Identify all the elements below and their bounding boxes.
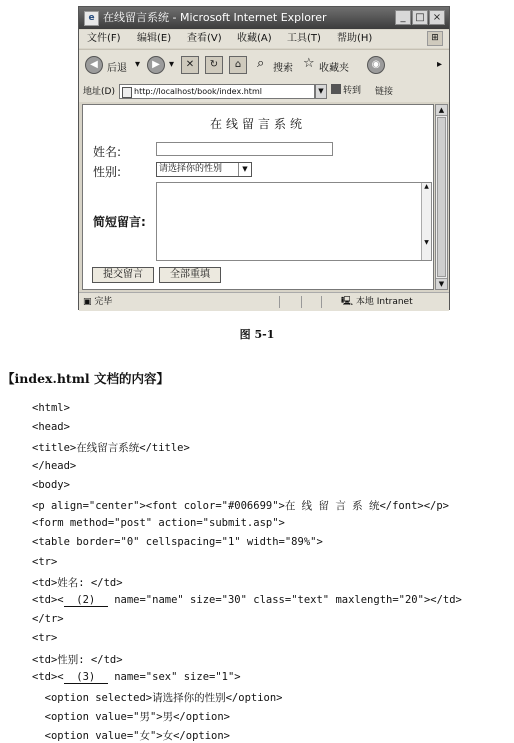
page-scrollbar[interactable] <box>435 104 448 290</box>
code-line: <tr> <box>32 555 58 568</box>
message-textarea[interactable] <box>156 182 432 261</box>
back-arrow-icon[interactable]: ◀ <box>85 56 103 74</box>
name-input[interactable] <box>156 142 333 156</box>
status-done: ▣ 完毕 <box>83 297 113 307</box>
code-line: <table border="0" cellspacing="1" width="89%"> <box>32 536 323 549</box>
maximize-button[interactable]: □ <box>412 10 428 25</box>
window-title: 在线留言系统 - Microsoft Internet Explorer <box>103 11 327 24</box>
menu-view[interactable]: 查看(V) <box>187 33 222 44</box>
page-heading: 在线留言系统 <box>209 117 306 131</box>
windows-logo-icon: ⊞ <box>427 31 443 46</box>
code-line: <head> <box>32 421 70 434</box>
code-line: <td>性别: </td> <box>32 653 123 666</box>
sex-selected-value: 请选择你的性别 <box>159 164 223 174</box>
address-url: http://localhost/book/index.html <box>134 87 262 96</box>
media-icon[interactable]: ◉ <box>367 56 385 74</box>
address-dropdown-icon[interactable]: ▼ <box>315 84 327 99</box>
menu-favorites[interactable]: 收藏(A) <box>237 33 272 44</box>
toolbar <box>79 49 449 83</box>
refresh-icon[interactable]: ↻ <box>205 56 223 74</box>
page-content <box>82 104 434 290</box>
submit-button[interactable]: 提交留言 <box>92 267 154 283</box>
ie-page-icon: e <box>84 11 99 26</box>
go-button[interactable] <box>331 84 369 99</box>
status-bar <box>79 292 449 311</box>
status-divider <box>321 296 322 308</box>
scroll-down-icon[interactable]: ▼ <box>436 278 447 289</box>
favorites-star-icon[interactable]: ☆ <box>303 56 315 71</box>
home-icon[interactable]: ⌂ <box>229 56 247 74</box>
go-label: 转到 <box>343 86 362 96</box>
code-line: <title>在线留言系统</title> <box>32 442 190 455</box>
message-label: 简短留言: <box>93 215 146 229</box>
chevron-down-icon[interactable]: ▼ <box>238 163 251 176</box>
minimize-button[interactable]: _ <box>395 10 411 25</box>
menu-file[interactable]: 文件(F) <box>87 33 121 44</box>
forward-arrow-icon[interactable]: ▶ <box>147 56 165 74</box>
toolbar-overflow-icon[interactable]: ▸ <box>437 59 443 70</box>
name-label: 姓名: <box>93 145 122 159</box>
code-line: <p align="center"><font color="#006699">在 线 留 言 系 统</font></p> <box>32 500 450 512</box>
favorites-button-label[interactable]: 收藏夹 <box>319 63 349 74</box>
title-bar[interactable] <box>79 7 449 29</box>
go-arrow-icon <box>331 84 341 94</box>
menu-bar <box>79 30 449 48</box>
status-zone: 🖳 本地 Intranet <box>341 297 413 307</box>
code-line: <td>< (3) name="sex" size="1"> <box>32 670 241 683</box>
code-line: <td>姓名: </td> <box>32 576 123 589</box>
menu-help[interactable]: 帮助(H) <box>337 33 373 44</box>
code-line: <tr> <box>32 632 58 645</box>
address-label: 地址(D) <box>83 87 115 97</box>
section-heading: 【index.html 文档的内容】 <box>2 371 170 386</box>
status-divider <box>301 296 302 308</box>
search-button-label[interactable]: 搜索 <box>273 63 293 74</box>
status-text: 完毕 <box>94 297 113 307</box>
address-bar <box>79 82 449 102</box>
links-button[interactable]: 链接 <box>375 87 394 97</box>
back-button-label[interactable]: 后退 <box>107 63 127 74</box>
code-line: <html> <box>32 402 70 414</box>
scroll-up-icon[interactable]: ▲ <box>436 105 447 116</box>
sex-select[interactable] <box>156 162 252 177</box>
reset-button[interactable]: 全部重填 <box>159 267 221 283</box>
code-line: <form method="post" action="submit.asp"> <box>32 517 285 530</box>
code-line: <option value="女">女</option> <box>32 730 231 743</box>
code-line: </head> <box>32 459 77 472</box>
back-dropdown-icon[interactable]: ▾ <box>135 59 141 70</box>
scroll-thumb[interactable] <box>437 117 446 277</box>
forward-dropdown-icon[interactable]: ▾ <box>169 59 175 70</box>
code-line: <body> <box>32 478 70 491</box>
menu-edit[interactable]: 编辑(E) <box>137 33 172 44</box>
browser-window <box>78 6 450 310</box>
stop-icon[interactable]: ✕ <box>181 56 199 74</box>
code-line: <td>< (2) name="name" size="30" class="text" maxlength="20"></td> <box>32 594 462 606</box>
page-icon <box>122 87 132 98</box>
figure-caption: 图 5-1 <box>239 328 275 341</box>
sex-label: 性别: <box>93 165 122 179</box>
status-zone-text: 本地 Intranet <box>355 297 413 307</box>
code-line: </tr> <box>32 613 64 626</box>
close-button[interactable]: × <box>429 10 445 25</box>
status-divider <box>279 296 280 308</box>
code-line: <option value="男">男</option> <box>32 711 231 724</box>
code-line: <option selected>请选择你的性别</option> <box>32 692 283 704</box>
answer-blank: (3) <box>63 670 108 683</box>
address-input[interactable] <box>119 84 315 99</box>
menu-tools[interactable]: 工具(T) <box>287 33 321 44</box>
answer-blank: (2) <box>63 594 108 606</box>
textarea-scrollbar[interactable]: ▲ ▼ <box>421 183 431 260</box>
search-icon[interactable]: ⌕ <box>257 56 265 71</box>
